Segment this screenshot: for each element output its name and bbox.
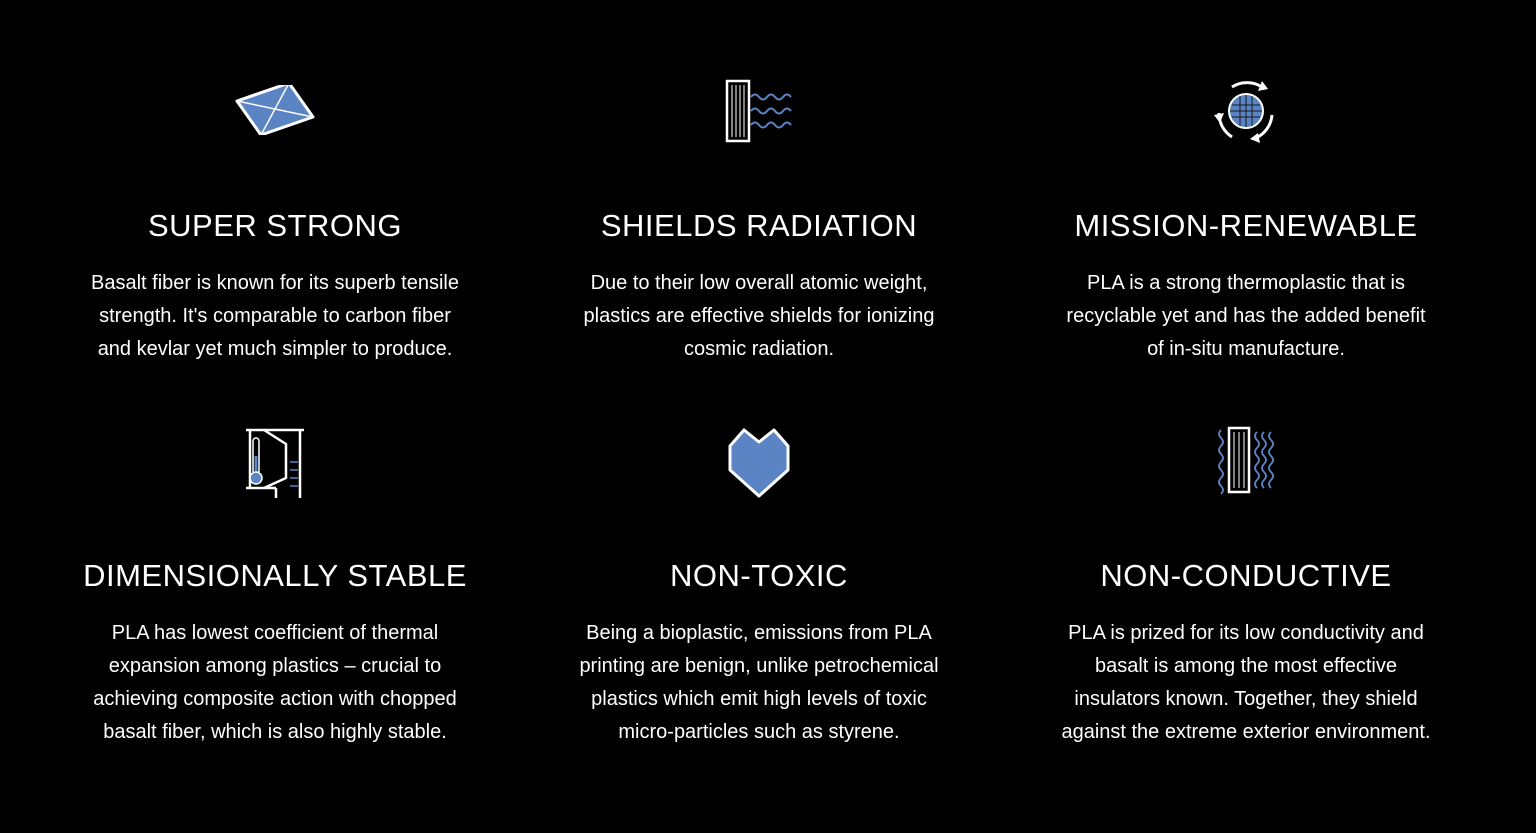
- feature-description: [539, 617, 979, 749]
- feature-title: MISSION-RENEWABLE: [1074, 208, 1418, 243]
- description-line: basalt is among the most effective: [1094, 655, 1397, 677]
- description-line: Due to their low overall atomic weight,: [590, 272, 928, 294]
- recycle-icon: [1201, 70, 1291, 150]
- feature-non-conductive: [1026, 420, 1466, 750]
- feature-super-strong: [55, 70, 495, 370]
- description-line: and kevlar yet much simpler to produce.: [97, 338, 453, 360]
- panel-icon: [230, 70, 320, 150]
- description-line: achieving composite action with chopped: [93, 688, 457, 710]
- description-line: Basalt fiber is known for its superb tensile: [91, 272, 459, 294]
- feature-description: [1026, 617, 1466, 749]
- description-line: of in-situ manufacture.: [1147, 338, 1345, 360]
- description-line: basalt fiber, which is also highly stable.: [103, 721, 447, 743]
- description-line: Being a bioplastic, emissions from PLA: [586, 622, 932, 644]
- feature-description: [55, 617, 495, 749]
- feature-shields-radiation: [539, 70, 979, 370]
- thermometer-frame-icon: [230, 420, 320, 500]
- description-line: micro-particles such as styrene.: [618, 721, 900, 743]
- description-line: recyclable yet and has the added benefit: [1066, 305, 1426, 327]
- feature-description: [1026, 267, 1466, 366]
- feature-mission-renewable: [1026, 70, 1466, 370]
- description-line: plastics which emit high levels of toxic: [591, 688, 927, 710]
- description-line: against the extreme exterior environment.: [1061, 721, 1431, 743]
- feature-non-toxic: [539, 420, 979, 750]
- feature-title: SUPER STRONG: [147, 208, 403, 243]
- description-line: PLA is a strong thermoplastic that is: [1087, 272, 1405, 294]
- insulation-wall-icon: [1201, 420, 1291, 500]
- feature-title: NON-TOXIC: [670, 558, 848, 593]
- description-line: expansion among plastics – crucial to: [108, 655, 442, 677]
- feature-title: DIMENSIONALLY STABLE: [83, 558, 467, 593]
- feature-title: SHIELDS RADIATION: [600, 208, 918, 243]
- description-line: PLA has lowest coefficient of thermal: [111, 622, 439, 644]
- description-line: strength. It's comparable to carbon fiber: [99, 305, 451, 327]
- description-line: cosmic radiation.: [683, 338, 835, 360]
- description-line: PLA is prized for its low conductivity and: [1068, 622, 1424, 644]
- feature-description: [55, 267, 495, 366]
- description-line: printing are benign, unlike petrochemical: [579, 655, 939, 677]
- heart-icon: [714, 420, 804, 500]
- feature-dimensionally-stable: [55, 420, 495, 750]
- description-line: insulators known. Together, they shield: [1074, 688, 1418, 710]
- feature-title: NON-CONDUCTIVE: [1100, 558, 1392, 593]
- radiation-shield-icon: [714, 70, 804, 150]
- description-line: plastics are effective shields for ionizing: [583, 305, 935, 327]
- feature-description: [539, 267, 979, 366]
